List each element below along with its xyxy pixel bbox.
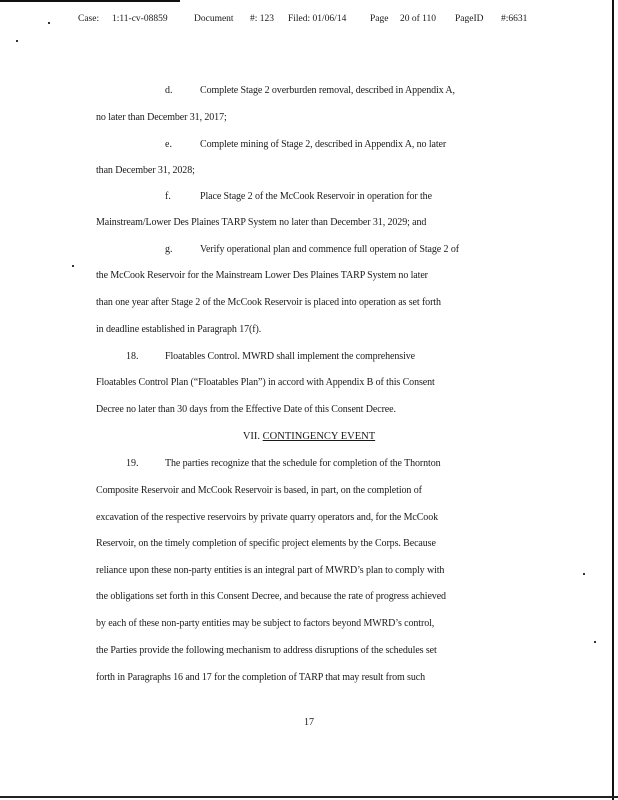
scan-speck [72,265,74,267]
document-label: Document [194,14,234,24]
item-f-text: Place Stage 2 of the McCook Reservoir in operation for the [200,191,432,202]
item-d-text: Complete Stage 2 overburden removal, described in Appendix A, [200,85,455,96]
case-number: 1:11-cv-08859 [112,14,168,24]
paragraph-19-text: Composite Reservoir and McCook Reservoir is based, in part, on the completion of [96,485,422,496]
scan-speck [583,573,585,575]
section-title: CONTINGENCY EVENT [262,431,376,442]
case-label: Case: [78,14,100,24]
item-e-label: e. [165,139,172,150]
item-f-text: Mainstream/Lower Des Plaines TARP System no later than December 31, 2029; and [96,217,427,228]
paragraph-18-text: Decree no later than 30 days from the Effective Date of this Consent Decree. [96,404,396,415]
document-number: #: 123 [250,14,275,24]
paragraph-19-text: The parties recognize that the schedule for completion of the Thornton [165,458,441,469]
paragraph-19-text: the Parties provide the following mechanism to address disruptions of the schedules set [96,645,437,656]
item-d-text: no later than December 31, 2017; [96,112,227,123]
pageid-number: #:6631 [501,14,528,24]
paragraph-18-number: 18. [126,351,139,362]
scan-speck [594,641,596,643]
paragraph-19-text: by each of these non-party entities may be subject to factors beyond MWRD’s control, [96,618,435,629]
page-label: Page [370,14,389,24]
paragraph-18-text: Floatables Control. MWRD shall implement the comprehensive [165,351,415,362]
paragraph-18-text: Floatables Control Plan (“Floatables Plan”) in accord with Appendix B of this Consent [96,377,435,388]
paragraph-19-text: excavation of the respective reservoirs by private quarry operators and, for the McCook [96,512,439,523]
paragraph-19-text: the obligations set forth in this Consent Decree, and because the rate of progress achieved [96,591,446,602]
paragraph-19-text: forth in Paragraphs 16 and 17 for the completion of TARP that may result from such [96,672,425,683]
pageid-label: PageID [455,14,484,24]
section-numeral: VII. [242,431,261,442]
item-e-text: Complete mining of Stage 2, described in Appendix A, no later [200,139,447,150]
page-number: 17 [304,717,314,728]
item-g-text: Verify operational plan and commence full operation of Stage 2 of [200,244,459,255]
scan-speck [48,22,50,24]
item-g-text: than one year after Stage 2 of the McCook Reservoir is placed into operation as set forth [96,297,441,308]
item-f-label: f. [165,191,171,202]
paragraph-19-text: reliance upon these non-party entities is an integral part of MWRD’s plan to comply with [96,565,445,576]
item-e-text: than December 31, 2028; [96,165,195,176]
filed-date: Filed: 01/06/14 [288,14,347,24]
paragraph-19-number: 19. [126,458,139,469]
item-g-text: in deadline established in Paragraph 17(f). [96,324,262,335]
paragraph-19-text: Reservoir, on the timely completion of specific project elements by the Corps. Because [96,538,436,549]
page-range: 20 of 110 [400,14,437,24]
scan-edge-bottom [0,796,618,798]
item-g-text: the McCook Reservoir for the Mainstream Lower Des Plaines TARP System no later [96,270,428,281]
item-g-label: g. [165,244,173,255]
item-d-label: d. [165,85,173,96]
scan-edge-top [0,0,180,2]
scan-speck [16,40,18,42]
section-heading [0,431,618,442]
scan-edge-right [612,0,614,800]
